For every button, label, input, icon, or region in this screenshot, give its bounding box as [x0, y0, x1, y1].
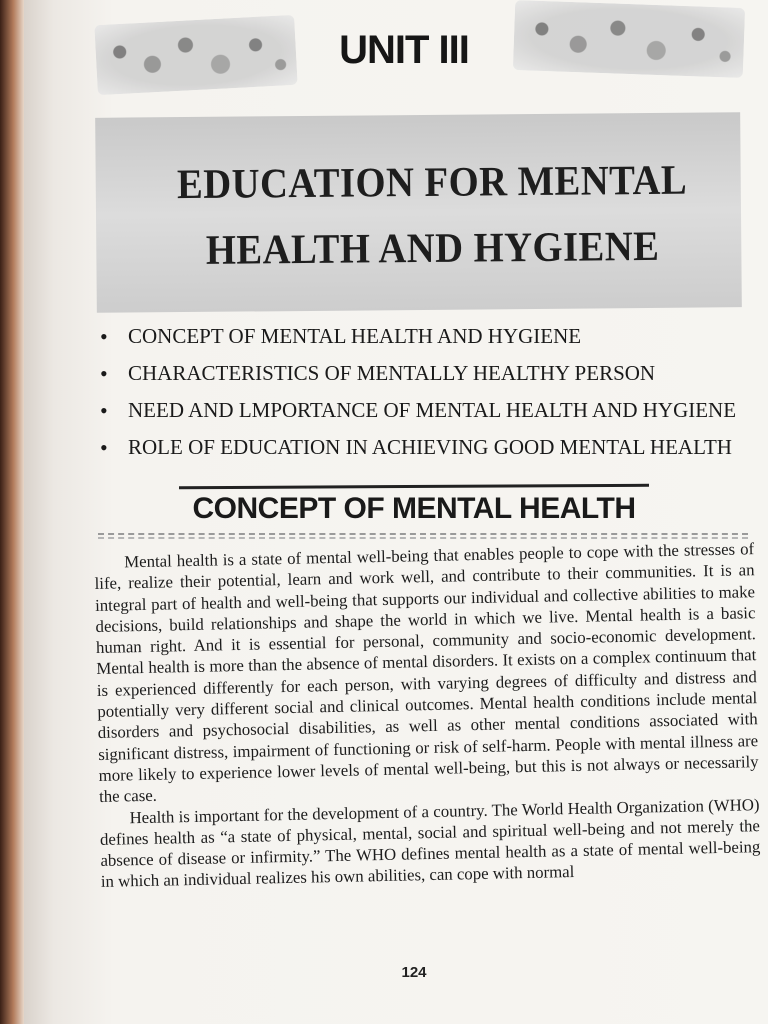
section-divider [98, 533, 748, 539]
chapter-title: EDUCATION FOR MENTAL HEALTH AND HYGIENE [176, 157, 688, 274]
topic-item: • CHARACTERISTICS OF MENTALLY HEALTHY PERSON [98, 355, 758, 392]
floral-ornament-right [513, 0, 745, 78]
bullet-icon: • [100, 435, 108, 460]
topic-list [98, 318, 758, 466]
bullet-icon: • [100, 324, 108, 349]
page-number: 124 [401, 964, 427, 981]
book-page [24, 0, 768, 1024]
section-heading-rule [179, 484, 649, 489]
paragraph: Mental health is a state of mental well-being that enables people to cope with the stresses of life, realize their potential, learn and work well, and contribute to their communities. It is an integral part of health and well-being that supports our individual and collective abilities to make decisions, build relationships and shape the world in which we live. Mental health is a basic human right. And it is essential for personal, community and socio-economic development. Mental health is more than the absence of mental disorders. It exists on a complex continuum that is experienced differently for each person, with varying degrees of difficulty and distress and potentially very different social and clinical outcomes. Mental health conditions include mental disorders and psychosocial disabilities, as well as other mental conditions associated with significant distress, impairment of functioning or risk of self-harm. People with mental illness are more likely to experience lower levels of mental well-being, but this is not always or necessarily the case. [94, 539, 759, 807]
topic-item: • CONCEPT OF MENTAL HEALTH AND HYGIENE [98, 318, 758, 355]
body-text [94, 538, 761, 892]
paragraph: Health is important for the development of a country. The World Health Organization (WHO) defines health as “a state of physical, mental, social and spiritual well-being and not merely the absence of disease or infirmity.” The WHO defines mental health as a state of mental well-being in which an individual realizes his own abilities, can cope with normal [99, 794, 761, 892]
bullet-icon: • [100, 361, 108, 386]
floral-ornament-left [94, 15, 297, 95]
book-spine [0, 0, 24, 1024]
topic-item: • ROLE OF EDUCATION IN ACHIEVING GOOD MENTAL HEALTH [98, 429, 758, 466]
bullet-icon: • [100, 398, 108, 423]
unit-label: UNIT III [339, 28, 469, 72]
section-heading: CONCEPT OF MENTAL HEALTH [192, 492, 636, 525]
topic-item: • NEED AND LMPORTANCE OF MENTAL HEALTH AND HYGIENE [98, 392, 758, 429]
chapter-title-banner [95, 112, 742, 313]
